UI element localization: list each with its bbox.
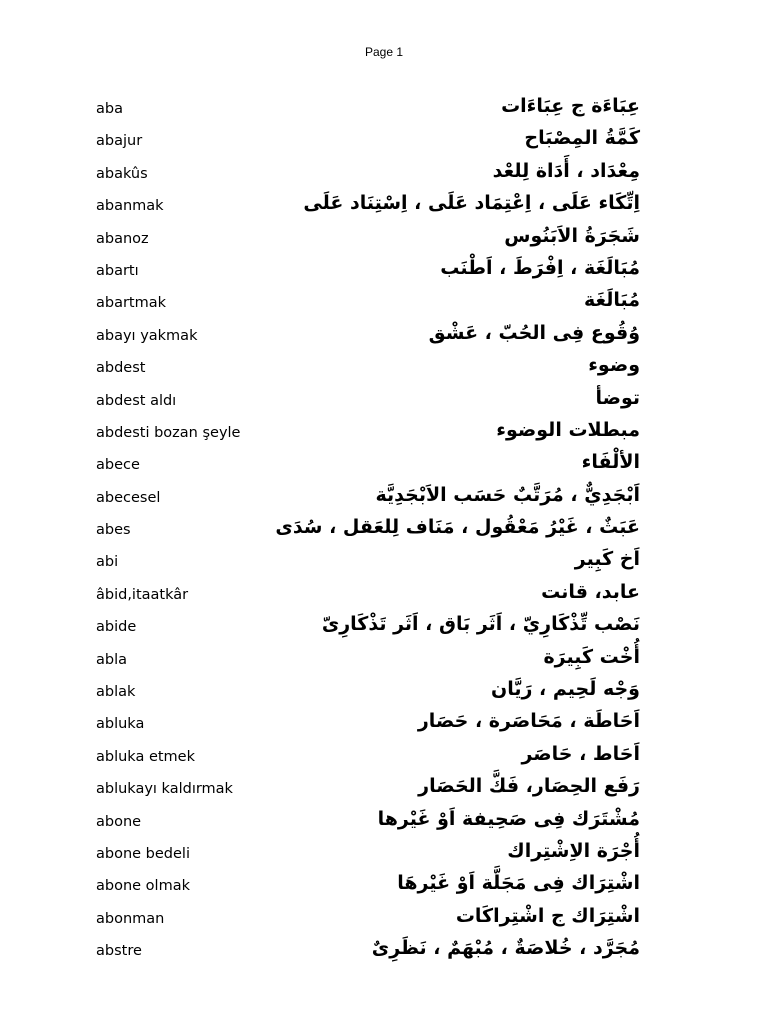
dictionary-entry [0, 353, 768, 385]
dictionary-entry [0, 547, 768, 579]
dictionary-entry [0, 709, 768, 741]
turkish-term: abakûs [96, 165, 148, 182]
arabic-translation: رَفَع الحِصَار، فَكَّ الحَصَار [418, 775, 640, 798]
dictionary-entry [0, 871, 768, 903]
arabic-translation: عِبَاءَة ج عِبَاءَات [501, 95, 640, 117]
arabic-translation: مُبَالَغَة [583, 289, 640, 312]
turkish-term: ablukayı kaldırmak [96, 781, 233, 798]
arabic-translation: اَحَاطَة ، مَحَاصَرة ، حَصَار [417, 710, 640, 733]
arabic-translation: مِعْدَاد ، أَدَاة لِلعْد [492, 159, 640, 182]
turkish-term: abide [96, 619, 137, 636]
turkish-term: abanmak [96, 198, 164, 215]
turkish-term: abluka etmek [96, 748, 195, 765]
arabic-translation: مُجَرَّد ، خُلاصَةٌ ، مُبْهَمٌ ، نَظَرِىٌ [371, 937, 640, 960]
arabic-translation: اَبْجَدِيٌّ ، مُرَتَّبٌ حَسَب الاَبْجَدِيَّة [375, 483, 640, 506]
arabic-translation: اَحَاط ، حَاصَر [521, 742, 640, 765]
page-number-label: Page 1 [364, 45, 404, 59]
dictionary-entry [0, 742, 768, 774]
arabic-translation: أُجْرَة الاِشْتِراك [507, 839, 640, 862]
turkish-term: abdest [96, 360, 146, 377]
arabic-translation: وضوء [588, 354, 640, 377]
turkish-term: abece [96, 457, 140, 474]
turkish-term: abajur [96, 133, 143, 150]
dictionary-entry [0, 224, 768, 256]
dictionary-entry [0, 515, 768, 547]
dictionary-entry-list [0, 94, 768, 969]
arabic-translation: اشْتِرَاك فِى مَجَلَّة اَوْ غَيْرهَا [397, 872, 640, 895]
arabic-translation: عَبَثٌ ، غَيْرُ مَعْقُول ، مَنَاف لِلعَقل ، سُدَى [275, 516, 640, 539]
arabic-translation: نَصْب تِّذْكَارِيّ ، اَثَر بَاق ، اَثَر تَذْكَارِىّ [321, 613, 640, 636]
turkish-term: abonman [96, 910, 165, 927]
dictionary-entry [0, 612, 768, 644]
dictionary-entry [0, 126, 768, 158]
arabic-translation: شَجَرَةُ الاَبَنُوس [504, 224, 640, 247]
turkish-term: ablak [96, 684, 136, 701]
arabic-translation: مُشْتَرَك فِى صَحِيفة اَوْ غَيْرها [377, 807, 640, 830]
arabic-translation: كَمَّةُ المِصْبَاح [524, 127, 640, 150]
turkish-term: abone olmak [96, 878, 190, 895]
dictionary-entry [0, 677, 768, 709]
dictionary-entry [0, 418, 768, 450]
arabic-translation: عابد، قانت [541, 580, 640, 603]
dictionary-entry [0, 580, 768, 612]
dictionary-entry [0, 839, 768, 871]
dictionary-entry [0, 807, 768, 839]
arabic-translation: اِتِّكَاء عَلَى ، اِعْتِمَاد عَلَى ، اِسْتِنَاد عَلَى [303, 192, 640, 215]
arabic-translation: مُبَالَغَة ، اِفْرَطَ ، اَطْنَب [440, 256, 640, 279]
arabic-translation: الألْفَاء [581, 451, 640, 474]
dictionary-entry [0, 94, 768, 126]
turkish-term: abone bedeli [96, 845, 190, 862]
dictionary-entry [0, 483, 768, 515]
turkish-term: abecesel [96, 489, 161, 506]
turkish-term: abartmak [96, 295, 167, 312]
dictionary-entry [0, 386, 768, 418]
dictionary-entry [0, 904, 768, 936]
dictionary-entry [0, 159, 768, 191]
arabic-translation: وُقُوع فِى الحُبّ ، عَشْق [428, 321, 640, 344]
turkish-term: abdest aldı [96, 392, 177, 409]
arabic-translation: توضأ [595, 386, 640, 409]
turkish-term: abayı yakmak [96, 327, 198, 344]
page-header [0, 45, 768, 59]
turkish-term: abluka [96, 716, 145, 733]
arabic-translation: اشْتِرَاك ج اشْتِراكَات [455, 904, 640, 927]
turkish-term: abartı [96, 262, 139, 279]
turkish-term: abone [96, 813, 142, 830]
dictionary-entry [0, 191, 768, 223]
turkish-term: âbid,itaatkâr [96, 586, 189, 603]
turkish-term: abes [96, 522, 131, 539]
dictionary-entry [0, 256, 768, 288]
turkish-term: abi [96, 554, 119, 571]
arabic-translation: مبطلات الوضوء [496, 418, 640, 441]
arabic-translation: أُخْت كَبِيرَة [543, 645, 640, 668]
dictionary-entry [0, 645, 768, 677]
turkish-term: abanoz [96, 230, 149, 247]
turkish-term: abla [96, 651, 128, 668]
turkish-term: abdesti bozan şeyle [96, 424, 241, 441]
dictionary-entry [0, 288, 768, 320]
dictionary-entry [0, 774, 768, 806]
dictionary-entry [0, 450, 768, 482]
turkish-term: aba [96, 101, 123, 117]
turkish-term: abstre [96, 943, 142, 960]
arabic-translation: اَخ كَبِير [574, 548, 640, 571]
arabic-translation: وَجْه لَحِيم ، رَيَّان [491, 678, 640, 701]
dictionary-entry [0, 936, 768, 968]
dictionary-entry [0, 321, 768, 353]
